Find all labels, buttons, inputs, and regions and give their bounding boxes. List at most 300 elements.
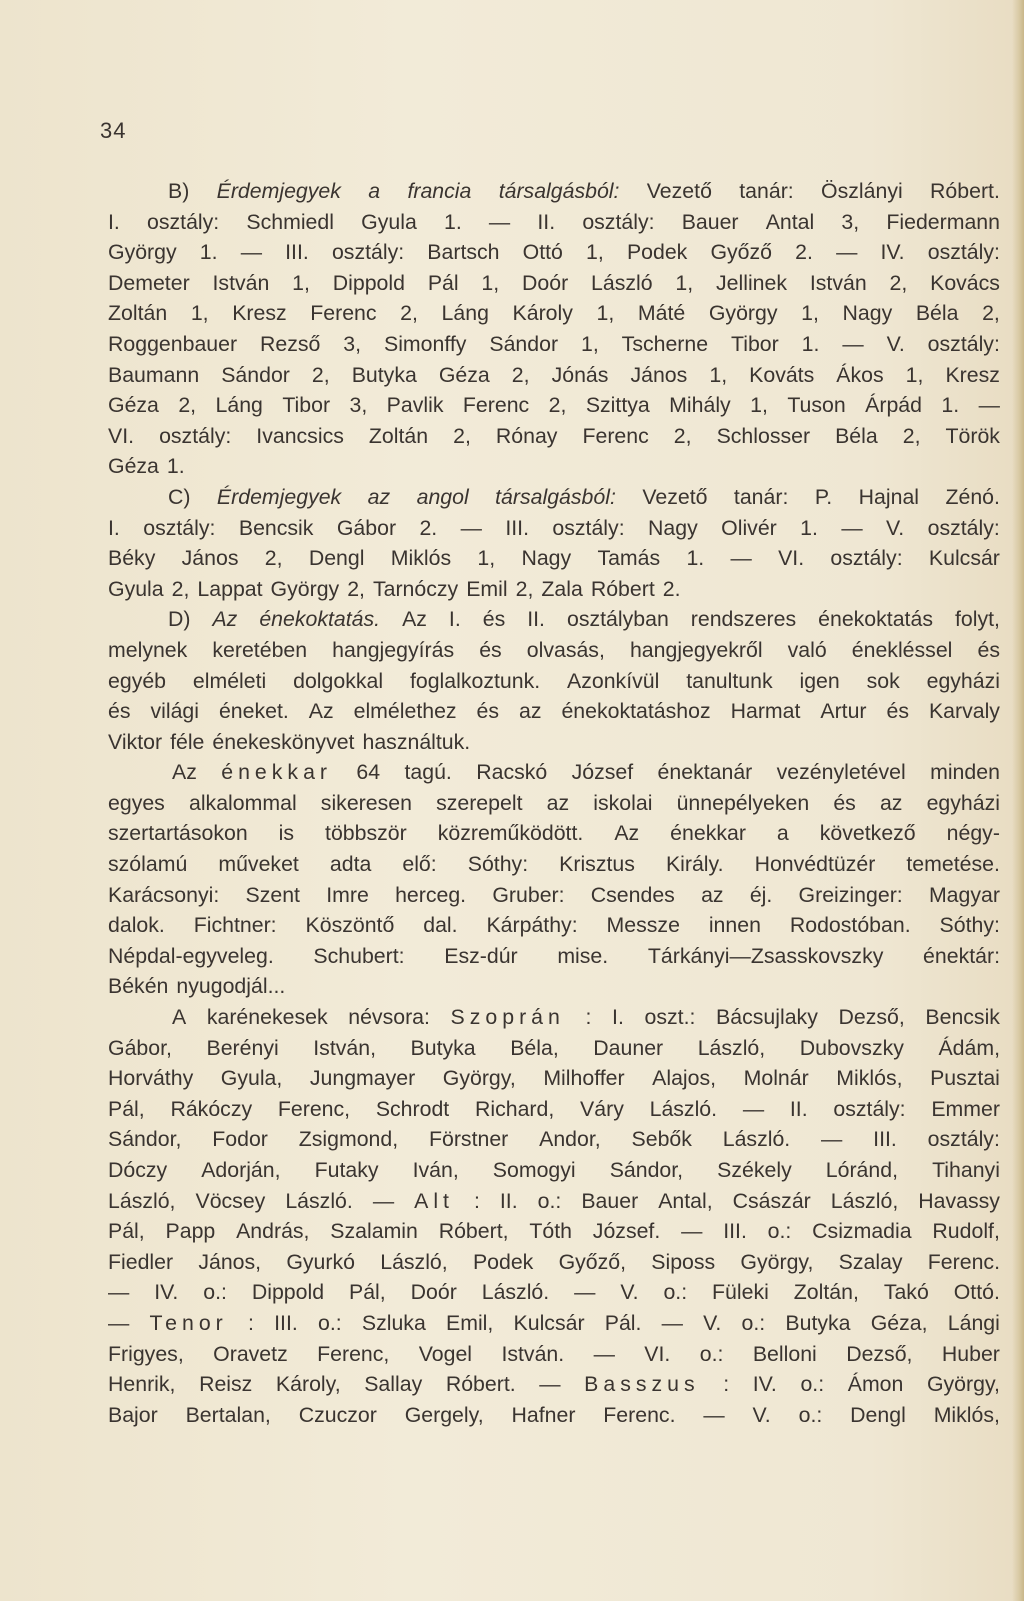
word: V. bbox=[886, 515, 905, 540]
word: Szent bbox=[245, 882, 300, 907]
word: Kresz bbox=[232, 301, 287, 326]
word: V. bbox=[703, 1310, 722, 1335]
word: : bbox=[473, 1188, 480, 1213]
word: az bbox=[701, 882, 724, 907]
word: folyt, bbox=[954, 607, 1000, 632]
word: Sóthy: bbox=[467, 852, 529, 877]
word: I. bbox=[448, 607, 461, 632]
text-line bbox=[108, 207, 1000, 238]
word: Fiedermann bbox=[886, 209, 1000, 234]
word: Ádám, bbox=[938, 1035, 1000, 1060]
word: László. bbox=[649, 1096, 718, 1121]
word: 2, bbox=[347, 576, 365, 601]
word: Békén bbox=[108, 974, 169, 999]
word: Demeter bbox=[108, 270, 190, 295]
word: II. bbox=[499, 1188, 518, 1213]
word: István bbox=[809, 270, 867, 295]
word: Pál, bbox=[349, 1280, 386, 1305]
word: Vezető bbox=[642, 484, 708, 509]
word: 2, bbox=[673, 423, 692, 448]
word: Gruber: bbox=[492, 882, 565, 907]
word: Alajos, bbox=[652, 1066, 717, 1091]
word: V. bbox=[752, 1402, 771, 1427]
text-line bbox=[108, 543, 1000, 574]
text-line bbox=[108, 1339, 1000, 1370]
word: Czuczor bbox=[298, 1402, 377, 1427]
word: Bajor bbox=[108, 1402, 158, 1427]
word: Az bbox=[308, 699, 334, 724]
word: László, bbox=[697, 1035, 766, 1060]
word: Mihály bbox=[669, 393, 731, 418]
text-line bbox=[108, 176, 1000, 207]
word: Sándor bbox=[221, 362, 290, 387]
word: osztály: bbox=[927, 1127, 1000, 1152]
word: Antal bbox=[765, 209, 815, 234]
word: Zoltán bbox=[368, 423, 429, 448]
word: III. bbox=[274, 1310, 298, 1335]
word: Karácsonyi: bbox=[108, 882, 220, 907]
word: o.: bbox=[798, 1402, 823, 1427]
word: Ottó. bbox=[953, 1280, 1000, 1305]
word: György bbox=[108, 240, 177, 265]
word: Géza bbox=[438, 362, 490, 387]
word: III. bbox=[285, 240, 309, 265]
word: István bbox=[212, 270, 270, 295]
word: Rákóczy bbox=[170, 1096, 253, 1121]
word: Zala bbox=[541, 576, 583, 601]
text-line bbox=[108, 237, 1000, 268]
word: névsora: bbox=[348, 1005, 430, 1030]
text-line bbox=[108, 421, 1000, 452]
word: VI. bbox=[644, 1341, 671, 1366]
word: : bbox=[247, 1310, 254, 1335]
word: Sóthy: bbox=[939, 913, 1000, 938]
word: az bbox=[546, 790, 570, 815]
text-line bbox=[108, 574, 1000, 605]
text-line bbox=[108, 971, 1000, 1002]
word: szertartásokon bbox=[108, 821, 248, 846]
word: Szoprán bbox=[450, 1005, 565, 1030]
word: 1, bbox=[750, 393, 768, 418]
word: hangjegyekről bbox=[629, 637, 763, 662]
word: o.: bbox=[741, 1310, 766, 1335]
word: — bbox=[240, 240, 262, 265]
word: Kulcsár bbox=[513, 1310, 585, 1335]
word: minden bbox=[930, 760, 1000, 785]
word: II. bbox=[527, 607, 545, 632]
word: és bbox=[482, 607, 506, 632]
word: — bbox=[108, 1310, 130, 1335]
word: 1. bbox=[686, 546, 705, 571]
word: Somogyi bbox=[492, 1158, 576, 1182]
word: melynek bbox=[108, 637, 188, 662]
word: Frigyes, bbox=[108, 1341, 184, 1366]
word: Richard, bbox=[474, 1096, 555, 1121]
word: Váry bbox=[580, 1096, 624, 1121]
text-line bbox=[108, 268, 1000, 299]
word: szerepelt bbox=[436, 790, 523, 815]
word: osztályban bbox=[566, 607, 669, 632]
word: 1, bbox=[596, 301, 615, 326]
text-line bbox=[108, 482, 1000, 513]
word: 1, bbox=[190, 301, 209, 326]
word: László. bbox=[481, 1280, 550, 1305]
word: vezényletével bbox=[776, 760, 906, 785]
text-line bbox=[108, 1033, 1000, 1064]
word: dal. bbox=[423, 913, 458, 938]
word: Dippold bbox=[332, 270, 405, 295]
word: féle bbox=[170, 729, 205, 754]
word: Szittya bbox=[585, 393, 650, 418]
word: Bácsujlaky bbox=[716, 1005, 818, 1030]
word: Oravetz bbox=[213, 1341, 288, 1366]
word: Alt bbox=[414, 1188, 454, 1213]
word: 2, bbox=[982, 301, 1000, 326]
word: Andor, bbox=[539, 1127, 601, 1152]
word: V. bbox=[620, 1280, 639, 1305]
word: egyházi bbox=[926, 668, 1000, 693]
word: dalok. bbox=[108, 913, 165, 938]
word: Dubovszky bbox=[799, 1035, 904, 1060]
word: Tarnóczy bbox=[372, 576, 459, 601]
word: énekoktatáshoz bbox=[561, 699, 711, 724]
word: Kováts bbox=[749, 362, 815, 387]
word: — bbox=[488, 209, 511, 234]
word: István. bbox=[501, 1341, 565, 1366]
word: Adorján, bbox=[201, 1158, 281, 1182]
word: 2, bbox=[889, 270, 908, 295]
word: Zénó. bbox=[945, 484, 1000, 509]
text-line bbox=[108, 513, 1000, 544]
word: Iván, bbox=[412, 1158, 459, 1182]
word: Sándor bbox=[489, 331, 559, 356]
word: Vezető bbox=[646, 179, 712, 203]
word: — bbox=[372, 1188, 395, 1213]
word: IV. bbox=[880, 240, 905, 265]
word: IV. bbox=[154, 1280, 179, 1305]
text-line bbox=[108, 329, 1000, 360]
word: Gyula, bbox=[220, 1066, 283, 1091]
word: Láng bbox=[215, 393, 263, 418]
word: Doór bbox=[522, 270, 569, 295]
word: világi bbox=[150, 699, 199, 724]
word: 1, bbox=[292, 270, 310, 295]
word: Belloni bbox=[752, 1341, 817, 1366]
word: II. bbox=[789, 1096, 808, 1121]
text-line bbox=[108, 1247, 1000, 1278]
word: elő: bbox=[402, 852, 437, 877]
text-line bbox=[108, 604, 1000, 635]
word: Berényi bbox=[206, 1035, 279, 1060]
word: Huber bbox=[941, 1341, 1000, 1366]
word: o.: bbox=[699, 1341, 724, 1366]
word: : bbox=[585, 1005, 592, 1030]
word: Tscherne bbox=[621, 331, 709, 356]
word: C) bbox=[168, 484, 191, 509]
word: sok bbox=[866, 668, 900, 693]
word: Hajnal bbox=[858, 484, 920, 509]
word: keretében bbox=[212, 637, 308, 662]
text-line bbox=[108, 1063, 1000, 1094]
word: Sallay bbox=[364, 1372, 423, 1397]
word: a bbox=[368, 179, 381, 203]
word: Lóránd, bbox=[825, 1158, 899, 1182]
text-line bbox=[108, 1002, 1000, 1033]
word: 1, bbox=[675, 270, 694, 295]
word: Az bbox=[614, 821, 640, 846]
word: Fodor bbox=[212, 1127, 268, 1152]
text-line bbox=[108, 666, 1000, 697]
word: Messze bbox=[606, 913, 680, 938]
word: : bbox=[723, 1372, 730, 1397]
text-line bbox=[108, 635, 1000, 666]
word: Emmer bbox=[931, 1096, 1000, 1121]
word: V. bbox=[886, 331, 905, 356]
word: Doór bbox=[410, 1280, 457, 1305]
word: o.: bbox=[767, 1219, 792, 1244]
word: Láng bbox=[441, 301, 489, 326]
word: László, bbox=[108, 1188, 176, 1213]
word: 2, bbox=[171, 576, 190, 601]
word: János bbox=[630, 362, 688, 387]
word: László. bbox=[285, 1188, 353, 1213]
word: társalgásból: bbox=[495, 484, 616, 509]
word: Zoltán bbox=[108, 301, 168, 326]
word: Lappat bbox=[197, 576, 263, 601]
word: és bbox=[833, 790, 856, 815]
word: Jungmayer bbox=[309, 1066, 416, 1091]
word: angol bbox=[416, 484, 469, 509]
word: 2, bbox=[453, 423, 471, 448]
word: László, bbox=[830, 1188, 899, 1213]
word: osztály: bbox=[833, 1096, 906, 1121]
word: Förstner bbox=[428, 1127, 509, 1152]
word: alkalommal bbox=[188, 790, 297, 815]
word: Emil, bbox=[446, 1310, 494, 1335]
word: József. bbox=[592, 1219, 661, 1244]
word: András, bbox=[236, 1219, 310, 1244]
word: hangjegyírás bbox=[332, 637, 455, 662]
word: Török bbox=[945, 423, 1000, 448]
word: Tibor bbox=[282, 393, 331, 418]
text-line bbox=[108, 910, 1000, 941]
word: Emil bbox=[466, 576, 508, 601]
word: Basszus bbox=[584, 1372, 700, 1397]
word: éj. bbox=[749, 882, 773, 907]
word: Futaky bbox=[314, 1158, 379, 1182]
word: Podek bbox=[472, 1249, 534, 1274]
text-line bbox=[108, 818, 1000, 849]
word: Horváthy bbox=[108, 1066, 194, 1091]
word: Viktor bbox=[108, 729, 163, 754]
word: László, bbox=[380, 1249, 448, 1274]
word: olvasás, bbox=[526, 637, 605, 662]
word: és bbox=[886, 699, 909, 724]
word: György, bbox=[442, 1066, 516, 1091]
word: Siposs bbox=[651, 1249, 716, 1274]
word: Gyurkó bbox=[286, 1249, 355, 1274]
word: Butyka bbox=[410, 1035, 476, 1060]
word: Érdemjegyek bbox=[216, 179, 341, 203]
word: György, bbox=[926, 1372, 1000, 1397]
word: Rodostóban. bbox=[789, 913, 911, 938]
word: Pál, bbox=[108, 1096, 145, 1121]
word: P. bbox=[814, 484, 833, 509]
word: osztály: bbox=[927, 515, 1000, 540]
word: tanár: bbox=[739, 179, 794, 203]
word: o.: bbox=[800, 1372, 825, 1397]
word: osztály: bbox=[927, 331, 1000, 356]
word: Simonffy bbox=[383, 331, 467, 356]
word: György bbox=[708, 301, 778, 326]
word: 1, bbox=[481, 270, 500, 295]
word: Hafner bbox=[511, 1402, 576, 1427]
word: Gergely, bbox=[404, 1402, 484, 1427]
word: — bbox=[460, 515, 482, 540]
word: Dezső, bbox=[838, 1005, 905, 1030]
word: Schlosser bbox=[716, 423, 811, 448]
word: énekoktatás bbox=[818, 607, 933, 632]
word: o.: bbox=[317, 1310, 342, 1335]
word: 2, bbox=[264, 546, 283, 571]
word: Gábor, bbox=[108, 1035, 172, 1060]
word: tagú. bbox=[404, 760, 452, 785]
word: III. bbox=[723, 1219, 747, 1244]
word: Racskó bbox=[476, 760, 548, 785]
word: foglalkoztunk. bbox=[409, 668, 541, 693]
word: — bbox=[836, 240, 858, 265]
word: 1, bbox=[586, 240, 604, 265]
word: Jónás bbox=[551, 362, 609, 387]
word: Gyula bbox=[361, 209, 417, 234]
word: IV. bbox=[752, 1372, 777, 1397]
text-line bbox=[108, 1369, 1000, 1400]
word: — bbox=[841, 515, 863, 540]
word: Harmat bbox=[730, 699, 801, 724]
word: Kárpáthy: bbox=[486, 913, 578, 938]
word: Esz-dúr bbox=[444, 943, 518, 968]
text-line bbox=[108, 849, 1000, 880]
word: Karvaly bbox=[928, 699, 1000, 724]
word: Ferenc. bbox=[927, 1249, 1000, 1274]
word: és bbox=[479, 637, 502, 662]
word: Krisztus bbox=[559, 852, 635, 877]
word: Az bbox=[172, 760, 197, 785]
word: Papp bbox=[165, 1219, 216, 1244]
word: Olivér bbox=[721, 515, 777, 540]
word: Dengl bbox=[850, 1402, 906, 1427]
word: Rudolf, bbox=[932, 1219, 1000, 1244]
word: — bbox=[978, 393, 1000, 418]
word: Nagy bbox=[521, 546, 572, 571]
word: — bbox=[108, 1280, 130, 1305]
word: Henrik, bbox=[108, 1372, 176, 1397]
word: 1, bbox=[477, 546, 496, 571]
word: 2, bbox=[311, 362, 330, 387]
word: 2. bbox=[419, 515, 438, 540]
word: — bbox=[681, 1219, 703, 1244]
word: — bbox=[730, 546, 752, 571]
word: Jellinek bbox=[716, 270, 788, 295]
word: Ferenc, bbox=[277, 1096, 351, 1121]
word: dolgokkal bbox=[293, 668, 384, 693]
word: Sebők bbox=[631, 1127, 692, 1152]
word: Greizinger: bbox=[798, 882, 903, 907]
word: Géza bbox=[108, 393, 159, 418]
word: való bbox=[787, 637, 827, 662]
word: és bbox=[977, 637, 1000, 662]
word: egyéb bbox=[108, 668, 167, 693]
word: Roggenbauer bbox=[108, 331, 238, 356]
word: énekkar bbox=[670, 821, 746, 846]
word: énektár: bbox=[923, 943, 1000, 968]
word: tanultunk bbox=[686, 668, 773, 693]
word: Pál, bbox=[108, 1219, 145, 1244]
word: éneket. bbox=[218, 699, 289, 724]
word: Székely bbox=[717, 1158, 792, 1182]
word: Tárkányi—Zsasskovszky bbox=[647, 943, 884, 968]
word: Podek bbox=[626, 240, 688, 265]
word: 1. bbox=[443, 209, 462, 234]
word: Zoltán, bbox=[793, 1280, 859, 1305]
word: Miklós, bbox=[836, 1066, 903, 1091]
word: — bbox=[821, 1127, 843, 1152]
word: Gyula bbox=[108, 576, 164, 601]
word: Róbert, bbox=[438, 1219, 509, 1244]
word: Havassy bbox=[918, 1188, 1000, 1213]
word: iskolai bbox=[593, 790, 653, 815]
word: Tuson bbox=[787, 393, 846, 418]
word: egyházi bbox=[926, 790, 1000, 815]
word: Köszöntő bbox=[305, 913, 395, 938]
word: Öszlányi bbox=[821, 179, 903, 203]
text-line bbox=[108, 298, 1000, 329]
word: Károly bbox=[512, 301, 573, 326]
word: Szalamin bbox=[330, 1219, 418, 1244]
word: Ferenc bbox=[310, 301, 377, 326]
word: I. bbox=[612, 1005, 624, 1030]
word: o.: bbox=[537, 1188, 562, 1213]
word: mise. bbox=[557, 943, 609, 968]
word: temetése. bbox=[906, 852, 1000, 877]
word: tanár: bbox=[733, 484, 789, 509]
word: László. bbox=[722, 1127, 791, 1152]
text-line bbox=[108, 757, 1000, 788]
word: Ámon bbox=[847, 1372, 904, 1397]
word: Az bbox=[402, 607, 427, 632]
word: osztály: bbox=[143, 515, 216, 540]
word: is bbox=[278, 821, 295, 846]
page-edge-shadow bbox=[1012, 0, 1024, 1601]
word: Ottó bbox=[522, 240, 563, 265]
text-line bbox=[108, 788, 1000, 819]
word: osztály: bbox=[331, 240, 405, 265]
word: VI. bbox=[108, 423, 135, 448]
word: Bertalan, bbox=[185, 1402, 271, 1427]
word: István, bbox=[313, 1035, 376, 1060]
word: Schmiedl bbox=[246, 209, 334, 234]
word: Béla, bbox=[510, 1035, 559, 1060]
word: műveket bbox=[218, 852, 299, 877]
text-line bbox=[108, 696, 1000, 727]
word: Ivancsics bbox=[256, 423, 344, 448]
word: Az bbox=[212, 607, 238, 632]
word: Butyka bbox=[785, 1310, 851, 1335]
word: Nagy bbox=[842, 301, 893, 326]
word: Imre bbox=[326, 882, 369, 907]
word: Tihanyi bbox=[932, 1158, 1000, 1182]
word: Honvédtüzér bbox=[754, 852, 876, 877]
